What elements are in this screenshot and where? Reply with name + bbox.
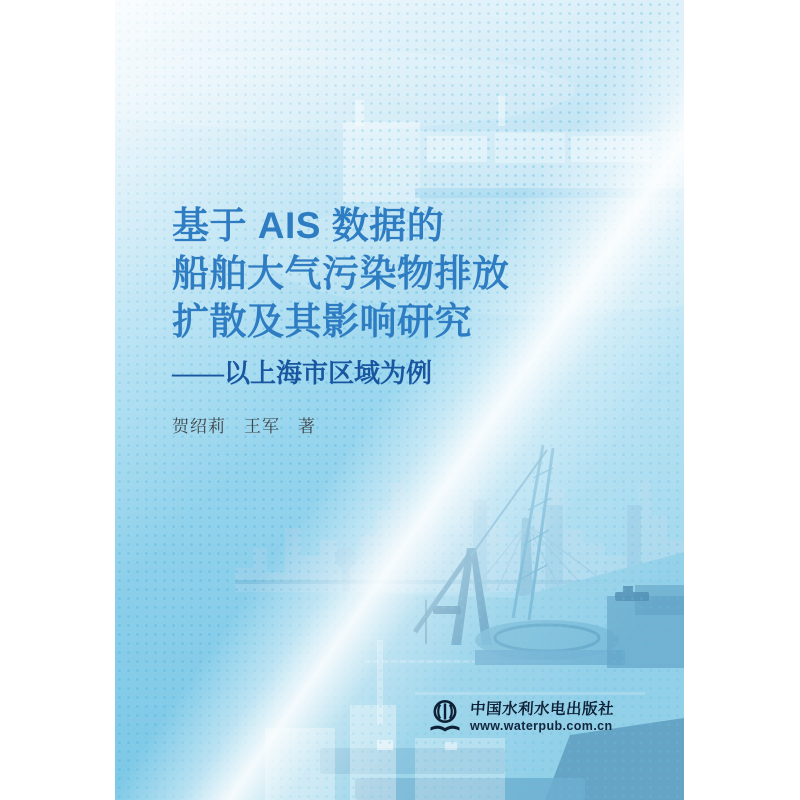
book-title — [172, 202, 510, 346]
author-line: 贺绍莉 王军 著 — [172, 417, 316, 436]
publisher-name: 中国水利水电出版社 — [469, 700, 615, 718]
book-subtitle: ——以上海市区域为例 — [172, 359, 433, 388]
title-line-3: 扩散及其影响研究 — [172, 301, 472, 342]
water-power-press-logo-icon — [429, 699, 461, 735]
title-line-2: 船舶大气污染物排放 — [172, 253, 510, 294]
book-cover — [115, 0, 684, 800]
title-line-1: 基于 AIS 数据的 — [172, 205, 445, 246]
publisher-block — [429, 699, 614, 735]
cover-artwork — [115, 0, 684, 800]
publisher-website: www.waterpub.com.cn — [470, 718, 613, 733]
